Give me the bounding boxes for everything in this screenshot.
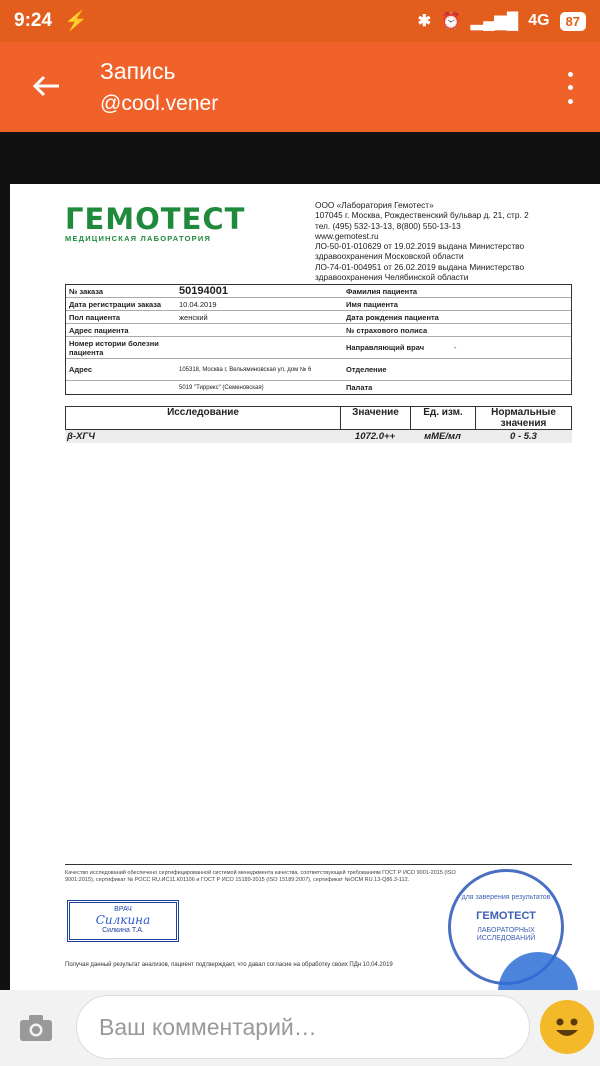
certification-text: Качество исследований обеспечено сертифицированной системой менеджмента качества, соответствующей требованиям ГОСТ Р ИСО 9001-2015 (ISO 9001:2015), сертификат № РОСС RU.ИС11.К01106 и ГОСТ Р ИСО 15189-2015 (ISO 15189:2007), сертификат №ОСМ RU.13-Q86.3-112. [65, 870, 456, 883]
patient-info-table [65, 284, 572, 395]
doctor-stamp: ВРАЧ Силкина Силкина Т.А. [67, 900, 179, 942]
lab-logo: ГЕМОТЕСТ МЕДИЦИНСКАЯ ЛАБОРАТОРИЯ [65, 202, 246, 243]
more-options-button[interactable] [558, 68, 582, 108]
lab-report [10, 184, 600, 990]
back-button[interactable] [24, 64, 68, 108]
battery-icon: 87 [560, 12, 586, 31]
comment-bar [0, 990, 600, 1066]
camera-icon [18, 1013, 54, 1043]
clock: 9:24 [14, 10, 53, 31]
table-row: 5019 "Тиррекс" (Семеновская) Палата [179, 383, 373, 392]
order-number: 50194001 [179, 285, 228, 297]
status-bar [0, 0, 600, 42]
dot-icon [568, 72, 573, 77]
table-row: Адрес 105318, Москва г, Вельяминовская ул, дом № 6 Отделение [66, 359, 571, 381]
arrow-left-icon [31, 74, 61, 98]
emoji-button[interactable] [540, 1000, 594, 1054]
table-row: Дата регистрации заказа 10.04.2019 Имя пациента [66, 298, 571, 311]
status-icons [418, 11, 586, 31]
table-row: β-ХГЧ 1072.0++ мМЕ/мл 0 - 5.3 [65, 430, 572, 443]
app-bar [0, 42, 600, 132]
network-type: 4G [528, 12, 550, 29]
results-table [65, 406, 572, 443]
signal-icon: ▂▄▆█ [470, 13, 519, 30]
smiley-icon [547, 1007, 587, 1047]
dot-icon [568, 99, 573, 104]
page-title: Запись [100, 58, 176, 84]
table-header: Исследование Значение Ед. изм. Нормальные значения [65, 406, 572, 430]
bluetooth-icon: ✱ [417, 13, 431, 30]
table-row: Адрес пациента № страхового полиса [66, 324, 571, 337]
lab-info: ООО «Лаборатория Гемотест» 107045 г. Москва, Рождественский бульвар д. 21, стр. 2 тел. (495) 532-13-13, 8(800) 550-13-13 www.gemotest.ru ЛО-50-01-010629 от 19.02.2019 выдана Министерство здравоохранения Московской области ЛО-74-01-004951 от 26.02.2019 выдана Министерство здравоохранения Челябинской области [315, 200, 529, 283]
lab-seal: для заверения результатов ГЕМОТЕСТ ЛАБОРАТОРНЫХ ИССЛЕДОВАНИЙ [448, 869, 564, 985]
comment-input[interactable]: Ваш комментарий… [76, 995, 530, 1059]
document-viewer[interactable] [0, 132, 600, 990]
alarm-icon: ⏰ [440, 13, 461, 30]
camera-button[interactable] [14, 1010, 58, 1046]
author-name[interactable]: @cool.vener [100, 92, 219, 115]
consent-text: Получая данный результат анализов, пациент подтверждает, что давал согласие на обработку своих ПДн 10.04.2019 [65, 962, 393, 968]
notification-icon: ⚡ [64, 11, 88, 32]
divider [65, 864, 572, 865]
table-row: № заказа 50194001 Фамилия пациента [66, 285, 571, 298]
table-row: Номер истории болезни пациента Направляющий врач - [66, 337, 571, 359]
dot-icon [568, 85, 573, 90]
table-row: Пол пациента женский Дата рождения пациента [66, 311, 571, 324]
